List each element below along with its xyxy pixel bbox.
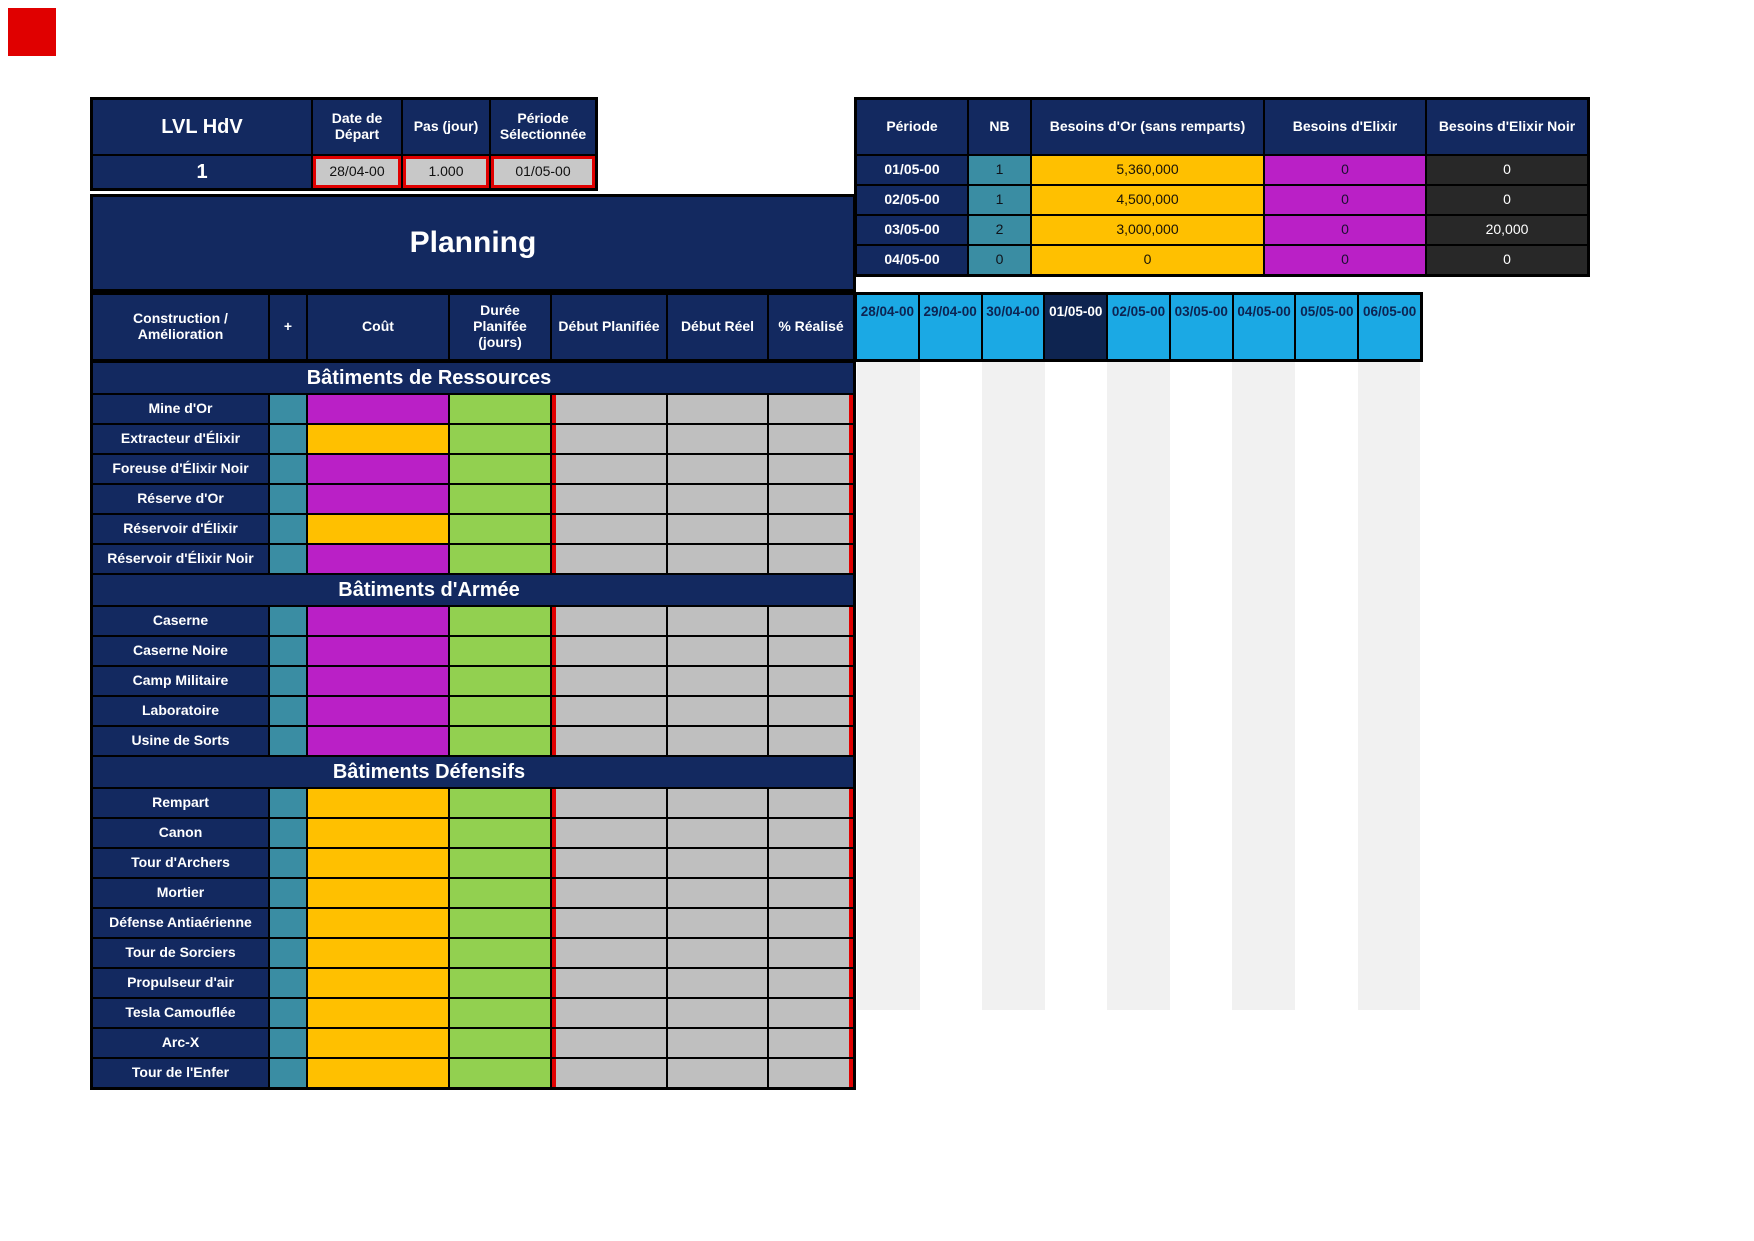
actual-start-cell[interactable] bbox=[668, 1029, 767, 1057]
building-row bbox=[93, 969, 853, 997]
planned-start-cell[interactable] bbox=[552, 789, 666, 817]
date-stripe bbox=[1232, 362, 1295, 1010]
date-stripe bbox=[1045, 362, 1108, 1010]
percent-done-cell[interactable] bbox=[769, 969, 853, 997]
duration-cell[interactable] bbox=[450, 999, 550, 1027]
duration-cell[interactable] bbox=[450, 939, 550, 967]
building-name-cell: Camp Militaire bbox=[93, 667, 268, 695]
percent-done-cell[interactable] bbox=[769, 607, 853, 635]
cost-cell[interactable] bbox=[308, 727, 448, 755]
planned-start-cell[interactable] bbox=[552, 485, 666, 513]
main-table-header bbox=[90, 292, 856, 362]
summary-nb-cell[interactable]: 1 bbox=[969, 156, 1030, 184]
actual-start-cell[interactable] bbox=[668, 819, 767, 847]
date-stripe bbox=[857, 362, 920, 1010]
planned-start-cell[interactable] bbox=[552, 515, 666, 543]
date-header-cell[interactable]: 02/05-00 bbox=[1108, 295, 1169, 359]
actual-start-cell[interactable] bbox=[668, 939, 767, 967]
cost-cell[interactable] bbox=[308, 697, 448, 725]
percent-done-cell[interactable] bbox=[769, 819, 853, 847]
cost-cell[interactable] bbox=[308, 667, 448, 695]
summary-row bbox=[857, 216, 1587, 244]
plus-cell[interactable] bbox=[270, 1059, 306, 1087]
actual-start-cell[interactable] bbox=[668, 607, 767, 635]
building-name-cell: Tour d'Archers bbox=[93, 849, 268, 877]
actual-start-cell[interactable] bbox=[668, 515, 767, 543]
percent-done-cell[interactable] bbox=[769, 1029, 853, 1057]
planned-start-cell[interactable] bbox=[552, 969, 666, 997]
cost-cell[interactable] bbox=[308, 789, 448, 817]
summary-periode-cell: 01/05-00 bbox=[857, 156, 967, 184]
actual-start-cell[interactable] bbox=[668, 789, 767, 817]
building-name-cell: Propulseur d'air bbox=[93, 969, 268, 997]
percent-done-cell[interactable] bbox=[769, 727, 853, 755]
building-name-cell: Extracteur d'Élixir bbox=[93, 425, 268, 453]
duration-cell[interactable] bbox=[450, 395, 550, 423]
actual-start-cell[interactable] bbox=[668, 1059, 767, 1087]
date-header-cell[interactable]: 03/05-00 bbox=[1171, 295, 1232, 359]
duration-cell[interactable] bbox=[450, 667, 550, 695]
planned-start-cell[interactable] bbox=[552, 697, 666, 725]
summary-table bbox=[854, 97, 1590, 277]
date-depart-header: Date de Départ bbox=[313, 100, 401, 154]
cost-cell[interactable] bbox=[308, 455, 448, 483]
actual-start-cell[interactable] bbox=[668, 637, 767, 665]
summary-elixir-noir-cell[interactable]: 0 bbox=[1427, 186, 1587, 214]
summary-header-besoins-elixir: Besoins d'Elixir bbox=[1265, 100, 1425, 154]
percent-done-cell[interactable] bbox=[769, 909, 853, 937]
building-name-cell: Mortier bbox=[93, 879, 268, 907]
duration-cell[interactable] bbox=[450, 819, 550, 847]
summary-header-besoins-elixir-noir: Besoins d'Elixir Noir bbox=[1427, 100, 1587, 154]
date-header-cell[interactable]: 05/05-00 bbox=[1296, 295, 1357, 359]
plus-cell[interactable] bbox=[270, 849, 306, 877]
building-name-cell: Rempart bbox=[93, 789, 268, 817]
summary-elixir-cell[interactable]: 0 bbox=[1265, 186, 1425, 214]
planned-start-cell[interactable] bbox=[552, 1059, 666, 1087]
duration-cell[interactable] bbox=[450, 1029, 550, 1057]
date-stripe bbox=[1358, 362, 1421, 1010]
planned-start-cell[interactable] bbox=[552, 1029, 666, 1057]
building-row bbox=[93, 909, 853, 937]
building-name-cell: Réserve d'Or bbox=[93, 485, 268, 513]
duration-cell[interactable] bbox=[450, 879, 550, 907]
building-name-cell: Mine d'Or bbox=[93, 395, 268, 423]
plus-cell[interactable] bbox=[270, 727, 306, 755]
percent-done-cell[interactable] bbox=[769, 697, 853, 725]
building-row bbox=[93, 939, 853, 967]
summary-header-periode: Période bbox=[857, 100, 967, 154]
date-stripe bbox=[1295, 362, 1358, 1010]
config-table bbox=[90, 97, 598, 191]
planned-start-cell[interactable] bbox=[552, 939, 666, 967]
summary-nb-cell[interactable]: 0 bbox=[969, 246, 1030, 274]
col-header-cout: Coût bbox=[308, 295, 448, 359]
actual-start-cell[interactable] bbox=[668, 999, 767, 1027]
date-depart-value[interactable]: 28/04-00 bbox=[313, 156, 401, 188]
building-name-cell: Caserne bbox=[93, 607, 268, 635]
main-table-body bbox=[90, 360, 856, 1090]
plus-cell[interactable] bbox=[270, 395, 306, 423]
cost-cell[interactable] bbox=[308, 395, 448, 423]
red-indicator-square bbox=[8, 8, 56, 56]
pas-jour-header: Pas (jour) bbox=[403, 100, 489, 154]
cost-cell[interactable] bbox=[308, 1059, 448, 1087]
timeline-grid-background bbox=[857, 362, 1420, 1010]
plus-cell[interactable] bbox=[270, 969, 306, 997]
percent-done-cell[interactable] bbox=[769, 395, 853, 423]
planned-start-cell[interactable] bbox=[552, 727, 666, 755]
building-row bbox=[93, 637, 853, 665]
periode-selectionnee-header: Période Sélectionnée bbox=[491, 100, 595, 154]
planning-title: Planning bbox=[90, 194, 856, 292]
percent-done-cell[interactable] bbox=[769, 849, 853, 877]
building-row bbox=[93, 819, 853, 847]
building-row bbox=[93, 515, 853, 543]
planned-start-cell[interactable] bbox=[552, 425, 666, 453]
actual-start-cell[interactable] bbox=[668, 395, 767, 423]
date-header-cell[interactable]: 28/04-00 bbox=[857, 295, 918, 359]
building-name-cell: Arc-X bbox=[93, 1029, 268, 1057]
date-header-cell[interactable]: 30/04-00 bbox=[983, 295, 1044, 359]
percent-done-cell[interactable] bbox=[769, 637, 853, 665]
building-name-cell: Réservoir d'Élixir bbox=[93, 515, 268, 543]
building-row bbox=[93, 849, 853, 877]
summary-elixir-cell[interactable]: 0 bbox=[1265, 156, 1425, 184]
planned-start-cell[interactable] bbox=[552, 455, 666, 483]
plus-cell[interactable] bbox=[270, 515, 306, 543]
plus-cell[interactable] bbox=[270, 545, 306, 573]
plus-cell[interactable] bbox=[270, 939, 306, 967]
cost-cell[interactable] bbox=[308, 545, 448, 573]
periode-selectionnee-value[interactable]: 01/05-00 bbox=[491, 156, 595, 188]
building-name-cell: Foreuse d'Élixir Noir bbox=[93, 455, 268, 483]
plus-cell[interactable] bbox=[270, 425, 306, 453]
building-row bbox=[93, 607, 853, 635]
summary-periode-cell: 02/05-00 bbox=[857, 186, 967, 214]
cost-cell[interactable] bbox=[308, 939, 448, 967]
percent-done-cell[interactable] bbox=[769, 789, 853, 817]
section-band: Bâtiments Défensifs bbox=[93, 757, 853, 787]
lvl-hdv-header: LVL HdV bbox=[93, 100, 311, 154]
date-header-cell-selected[interactable]: 01/05-00 bbox=[1045, 295, 1106, 359]
percent-done-cell[interactable] bbox=[769, 879, 853, 907]
cost-cell[interactable] bbox=[308, 849, 448, 877]
building-row bbox=[93, 425, 853, 453]
building-name-cell: Tour de Sorciers bbox=[93, 939, 268, 967]
summary-or-cell[interactable]: 0 bbox=[1032, 246, 1263, 274]
planned-start-cell[interactable] bbox=[552, 819, 666, 847]
building-name-cell: Caserne Noire bbox=[93, 637, 268, 665]
plus-cell[interactable] bbox=[270, 667, 306, 695]
section-band: Bâtiments d'Armée bbox=[93, 575, 853, 605]
date-stripe bbox=[982, 362, 1045, 1010]
actual-start-cell[interactable] bbox=[668, 909, 767, 937]
duration-cell[interactable] bbox=[450, 727, 550, 755]
actual-start-cell[interactable] bbox=[668, 849, 767, 877]
summary-header-besoins-or: Besoins d'Or (sans remparts) bbox=[1032, 100, 1263, 154]
cost-cell[interactable] bbox=[308, 969, 448, 997]
planned-start-cell[interactable] bbox=[552, 395, 666, 423]
col-header-plus: + bbox=[270, 295, 306, 359]
summary-elixir-cell[interactable]: 0 bbox=[1265, 246, 1425, 274]
percent-done-cell[interactable] bbox=[769, 667, 853, 695]
duration-cell[interactable] bbox=[450, 485, 550, 513]
plus-cell[interactable] bbox=[270, 879, 306, 907]
duration-cell[interactable] bbox=[450, 1059, 550, 1087]
date-header-cell[interactable]: 06/05-00 bbox=[1359, 295, 1420, 359]
summary-or-cell[interactable]: 5,360,000 bbox=[1032, 156, 1263, 184]
cost-cell[interactable] bbox=[308, 879, 448, 907]
summary-or-cell[interactable]: 4,500,000 bbox=[1032, 186, 1263, 214]
duration-cell[interactable] bbox=[450, 697, 550, 725]
cost-cell[interactable] bbox=[308, 637, 448, 665]
cost-cell[interactable] bbox=[308, 607, 448, 635]
duration-cell[interactable] bbox=[450, 455, 550, 483]
actual-start-cell[interactable] bbox=[668, 545, 767, 573]
actual-start-cell[interactable] bbox=[668, 697, 767, 725]
actual-start-cell[interactable] bbox=[668, 727, 767, 755]
summary-header-nb: NB bbox=[969, 100, 1030, 154]
planned-start-cell[interactable] bbox=[552, 545, 666, 573]
building-row bbox=[93, 1029, 853, 1057]
building-row bbox=[93, 485, 853, 513]
date-stripe bbox=[1170, 362, 1233, 1010]
summary-nb-cell[interactable]: 2 bbox=[969, 216, 1030, 244]
summary-periode-cell: 04/05-00 bbox=[857, 246, 967, 274]
duration-cell[interactable] bbox=[450, 909, 550, 937]
col-header-debut-reel: Début Réel bbox=[668, 295, 767, 359]
planned-start-cell[interactable] bbox=[552, 667, 666, 695]
duration-cell[interactable] bbox=[450, 515, 550, 543]
summary-elixir-noir-cell[interactable]: 0 bbox=[1427, 246, 1587, 274]
col-header-duree-planifee: Durée Planifée (jours) bbox=[450, 295, 550, 359]
actual-start-cell[interactable] bbox=[668, 485, 767, 513]
duration-cell[interactable] bbox=[450, 789, 550, 817]
plus-cell[interactable] bbox=[270, 485, 306, 513]
summary-row bbox=[857, 186, 1587, 214]
cost-cell[interactable] bbox=[308, 999, 448, 1027]
percent-done-cell[interactable] bbox=[769, 515, 853, 543]
building-name-cell: Usine de Sorts bbox=[93, 727, 268, 755]
cost-cell[interactable] bbox=[308, 425, 448, 453]
building-row bbox=[93, 727, 853, 755]
percent-done-cell[interactable] bbox=[769, 455, 853, 483]
cost-cell[interactable] bbox=[308, 819, 448, 847]
building-name-cell: Défense Antiaérienne bbox=[93, 909, 268, 937]
summary-elixir-cell[interactable]: 0 bbox=[1265, 216, 1425, 244]
plus-cell[interactable] bbox=[270, 607, 306, 635]
duration-cell[interactable] bbox=[450, 969, 550, 997]
percent-done-cell[interactable] bbox=[769, 939, 853, 967]
plus-cell[interactable] bbox=[270, 999, 306, 1027]
pas-jour-value[interactable]: 1.000 bbox=[403, 156, 489, 188]
building-name-cell: Tour de l'Enfer bbox=[93, 1059, 268, 1087]
percent-done-cell[interactable] bbox=[769, 485, 853, 513]
plus-cell[interactable] bbox=[270, 455, 306, 483]
building-row bbox=[93, 1059, 853, 1087]
date-stripe bbox=[920, 362, 983, 1010]
summary-periode-cell: 03/05-00 bbox=[857, 216, 967, 244]
building-row bbox=[93, 789, 853, 817]
planned-start-cell[interactable] bbox=[552, 637, 666, 665]
duration-cell[interactable] bbox=[450, 849, 550, 877]
building-name-cell: Laboratoire bbox=[93, 697, 268, 725]
summary-elixir-noir-cell[interactable]: 20,000 bbox=[1427, 216, 1587, 244]
duration-cell[interactable] bbox=[450, 607, 550, 635]
date-header-cell[interactable]: 29/04-00 bbox=[920, 295, 981, 359]
section-band: Bâtiments de Ressources bbox=[93, 363, 853, 393]
building-row bbox=[93, 667, 853, 695]
cost-cell[interactable] bbox=[308, 485, 448, 513]
building-row bbox=[93, 879, 853, 907]
planned-start-cell[interactable] bbox=[552, 849, 666, 877]
building-row bbox=[93, 545, 853, 573]
building-name-cell: Réservoir d'Élixir Noir bbox=[93, 545, 268, 573]
building-row bbox=[93, 395, 853, 423]
actual-start-cell[interactable] bbox=[668, 425, 767, 453]
building-name-cell: Tesla Camouflée bbox=[93, 999, 268, 1027]
planned-start-cell[interactable] bbox=[552, 909, 666, 937]
duration-cell[interactable] bbox=[450, 425, 550, 453]
building-name-cell: Canon bbox=[93, 819, 268, 847]
summary-nb-cell[interactable]: 1 bbox=[969, 186, 1030, 214]
building-row bbox=[93, 999, 853, 1027]
col-header-pct-realise: % Réalisé bbox=[769, 295, 853, 359]
cost-cell[interactable] bbox=[308, 1029, 448, 1057]
cost-cell[interactable] bbox=[308, 515, 448, 543]
date-header-cell[interactable]: 04/05-00 bbox=[1234, 295, 1295, 359]
plus-cell[interactable] bbox=[270, 789, 306, 817]
date-stripe bbox=[1107, 362, 1170, 1010]
duration-cell[interactable] bbox=[450, 637, 550, 665]
percent-done-cell[interactable] bbox=[769, 1059, 853, 1087]
plus-cell[interactable] bbox=[270, 697, 306, 725]
plus-cell[interactable] bbox=[270, 819, 306, 847]
percent-done-cell[interactable] bbox=[769, 999, 853, 1027]
col-header-construction: Construction / Amélioration bbox=[93, 295, 268, 359]
summary-row bbox=[857, 246, 1587, 274]
percent-done-cell[interactable] bbox=[769, 545, 853, 573]
summary-or-cell[interactable]: 3,000,000 bbox=[1032, 216, 1263, 244]
summary-row bbox=[857, 156, 1587, 184]
plus-cell[interactable] bbox=[270, 1029, 306, 1057]
actual-start-cell[interactable] bbox=[668, 455, 767, 483]
actual-start-cell[interactable] bbox=[668, 969, 767, 997]
percent-done-cell[interactable] bbox=[769, 425, 853, 453]
building-row bbox=[93, 455, 853, 483]
planned-start-cell[interactable] bbox=[552, 879, 666, 907]
cost-cell[interactable] bbox=[308, 909, 448, 937]
col-header-debut-planifiee: Début Planifiée bbox=[552, 295, 666, 359]
summary-elixir-noir-cell[interactable]: 0 bbox=[1427, 156, 1587, 184]
actual-start-cell[interactable] bbox=[668, 879, 767, 907]
timeline-date-header bbox=[854, 292, 1423, 362]
planned-start-cell[interactable] bbox=[552, 607, 666, 635]
lvl-hdv-value[interactable]: 1 bbox=[93, 156, 311, 188]
planned-start-cell[interactable] bbox=[552, 999, 666, 1027]
actual-start-cell[interactable] bbox=[668, 667, 767, 695]
plus-cell[interactable] bbox=[270, 909, 306, 937]
duration-cell[interactable] bbox=[450, 545, 550, 573]
plus-cell[interactable] bbox=[270, 637, 306, 665]
building-row bbox=[93, 697, 853, 725]
